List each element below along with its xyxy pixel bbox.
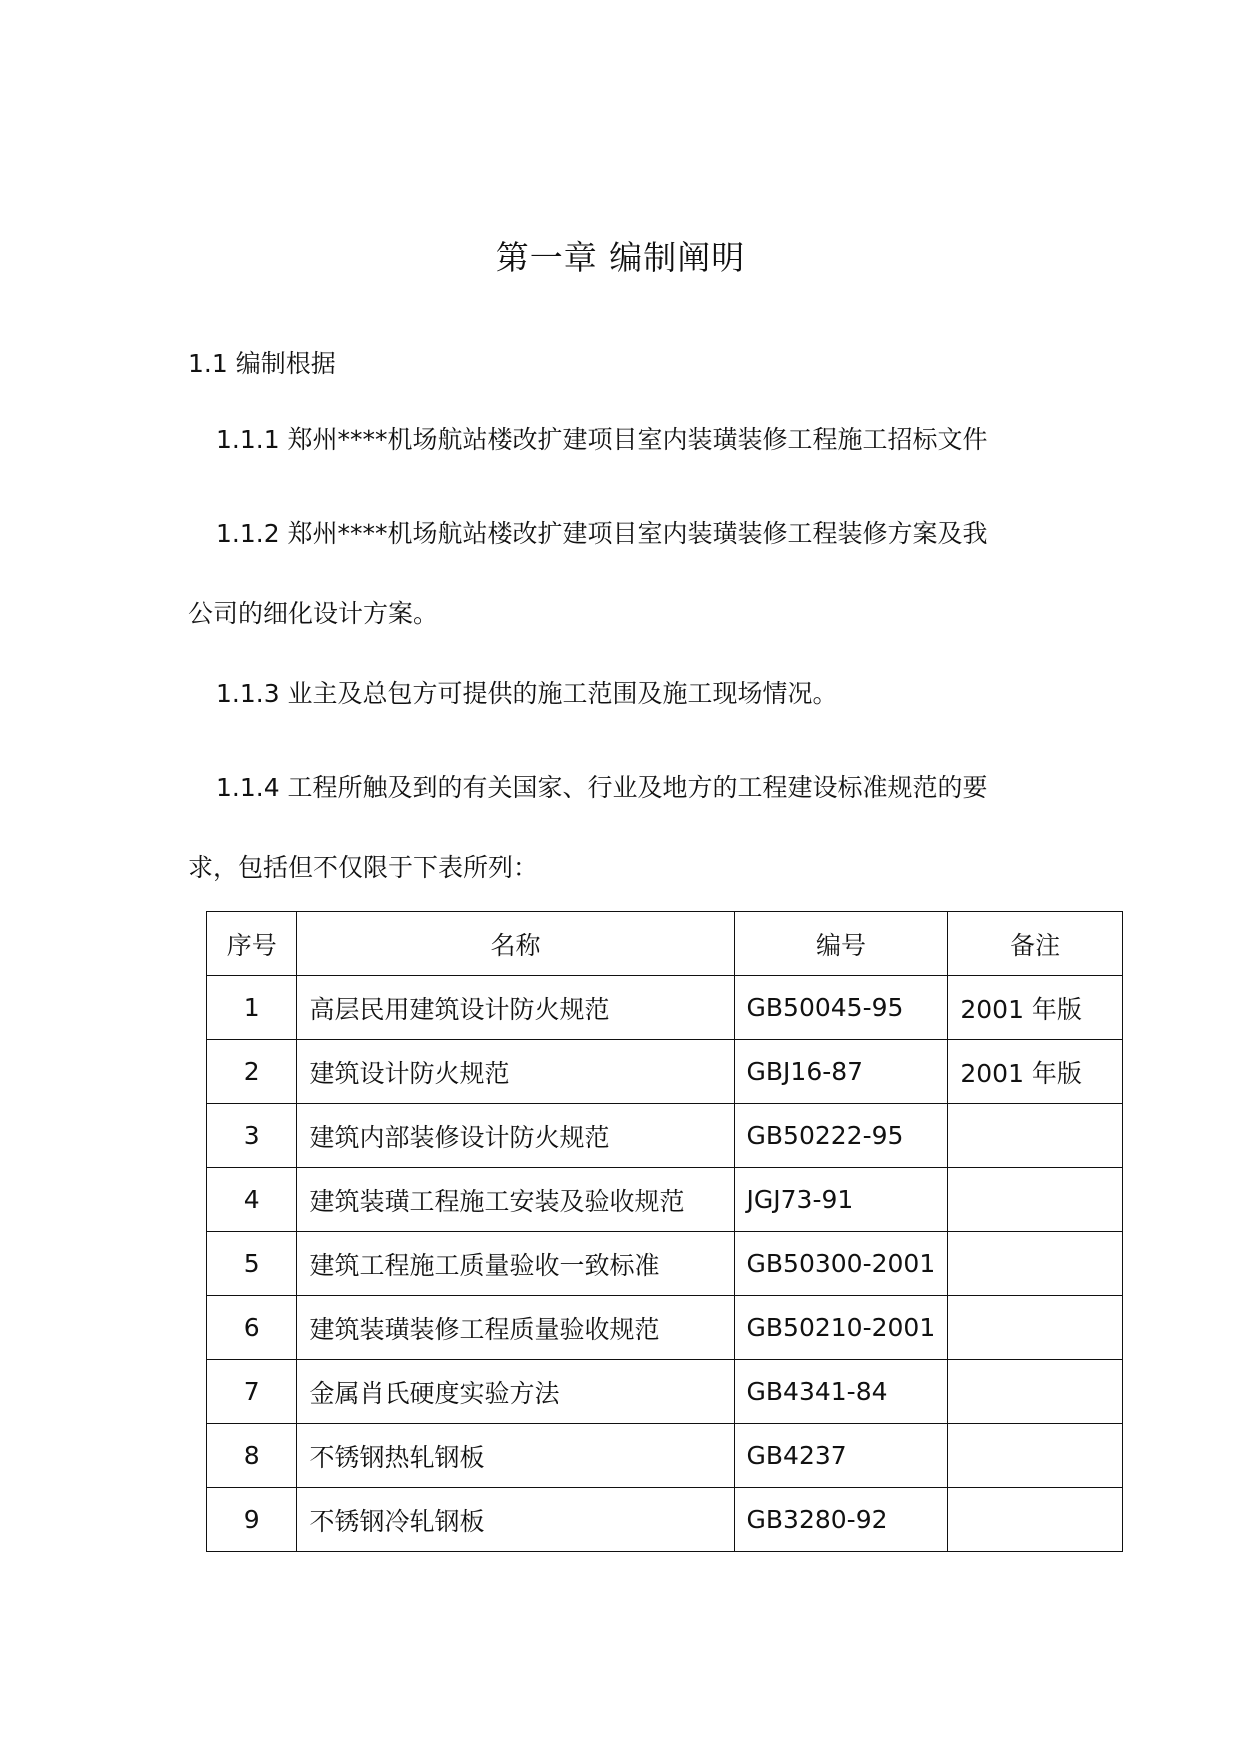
header-note: 备注 <box>948 912 1123 976</box>
table-row <box>207 1168 1123 1232</box>
table-row <box>207 1488 1123 1552</box>
cell-index: 6 <box>207 1296 297 1360</box>
cell-code: GB50210-2001 <box>734 1296 948 1360</box>
cell-code: GB4341-84 <box>734 1360 948 1424</box>
cell-note <box>948 1104 1123 1168</box>
standards-table <box>206 911 1123 1552</box>
cell-name: 高层民用建筑设计防火规范 <box>297 976 734 1040</box>
cell-name: 建筑设计防火规范 <box>297 1040 734 1104</box>
cell-name: 建筑工程施工质量验收一致标准 <box>297 1232 734 1296</box>
paragraph-line: 公司的细化设计方案。 <box>188 599 439 628</box>
paragraph-1-1-4 <box>188 748 1048 908</box>
cell-index: 2 <box>207 1040 297 1104</box>
cell-index: 5 <box>207 1232 297 1296</box>
cell-index: 7 <box>207 1360 297 1424</box>
cell-code: GBJ16-87 <box>734 1040 948 1104</box>
paragraph-line: 求，包括但不仅限于下表所列： <box>188 853 539 882</box>
table-row <box>207 1360 1123 1424</box>
cell-code: GB50300-2001 <box>734 1232 948 1296</box>
paragraph-line: 1.1.4 工程所触及到的有关国家、行业及地方的工程建设标准规范的要 <box>216 773 988 802</box>
table-row <box>207 1296 1123 1360</box>
cell-index: 1 <box>207 976 297 1040</box>
cell-name: 建筑装璜装修工程质量验收规范 <box>297 1296 734 1360</box>
cell-code: JGJ73-91 <box>734 1168 948 1232</box>
cell-note <box>948 1168 1123 1232</box>
cell-code: GB4237 <box>734 1424 948 1488</box>
cell-note <box>948 1296 1123 1360</box>
paragraph-1-1-3 <box>188 654 1048 734</box>
cell-name: 不锈钢热轧钢板 <box>297 1424 734 1488</box>
cell-index: 4 <box>207 1168 297 1232</box>
cell-name: 金属肖氏硬度实验方法 <box>297 1360 734 1424</box>
cell-note <box>948 1360 1123 1424</box>
cell-note <box>948 1232 1123 1296</box>
table-row <box>207 1232 1123 1296</box>
section-heading: 1.1 编制根据 <box>188 349 336 378</box>
table-row <box>207 1040 1123 1104</box>
table-header-row <box>207 912 1123 976</box>
cell-index: 3 <box>207 1104 297 1168</box>
paragraph-line: 1.1.3 业主及总包方可提供的施工范围及施工现场情况。 <box>216 679 838 708</box>
cell-note: 2001 年版 <box>948 1040 1123 1104</box>
cell-code: GB50045-95 <box>734 976 948 1040</box>
cell-index: 8 <box>207 1424 297 1488</box>
header-code: 编号 <box>734 912 948 976</box>
paragraph-line: 1.1.2 郑州****机场航站楼改扩建项目室内装璜装修工程装修方案及我 <box>216 519 988 548</box>
table-row <box>207 976 1123 1040</box>
cell-note <box>948 1424 1123 1488</box>
paragraph-1-1-2 <box>188 494 1048 654</box>
chapter-title: 第一章 编制阐明 <box>495 238 746 277</box>
cell-code: GB50222-95 <box>734 1104 948 1168</box>
cell-name: 建筑内部装修设计防火规范 <box>297 1104 734 1168</box>
paragraph-1-1-1 <box>188 400 1048 480</box>
table-row <box>207 1424 1123 1488</box>
table-row <box>207 1104 1123 1168</box>
header-index: 序号 <box>207 912 297 976</box>
header-name: 名称 <box>297 912 734 976</box>
cell-index: 9 <box>207 1488 297 1552</box>
cell-note: 2001 年版 <box>948 976 1123 1040</box>
cell-note <box>948 1488 1123 1552</box>
cell-code: GB3280-92 <box>734 1488 948 1552</box>
cell-name: 建筑装璜工程施工安装及验收规范 <box>297 1168 734 1232</box>
paragraph-line: 1.1.1 郑州****机场航站楼改扩建项目室内装璜装修工程施工招标文件 <box>216 425 988 454</box>
cell-name: 不锈钢冷轧钢板 <box>297 1488 734 1552</box>
